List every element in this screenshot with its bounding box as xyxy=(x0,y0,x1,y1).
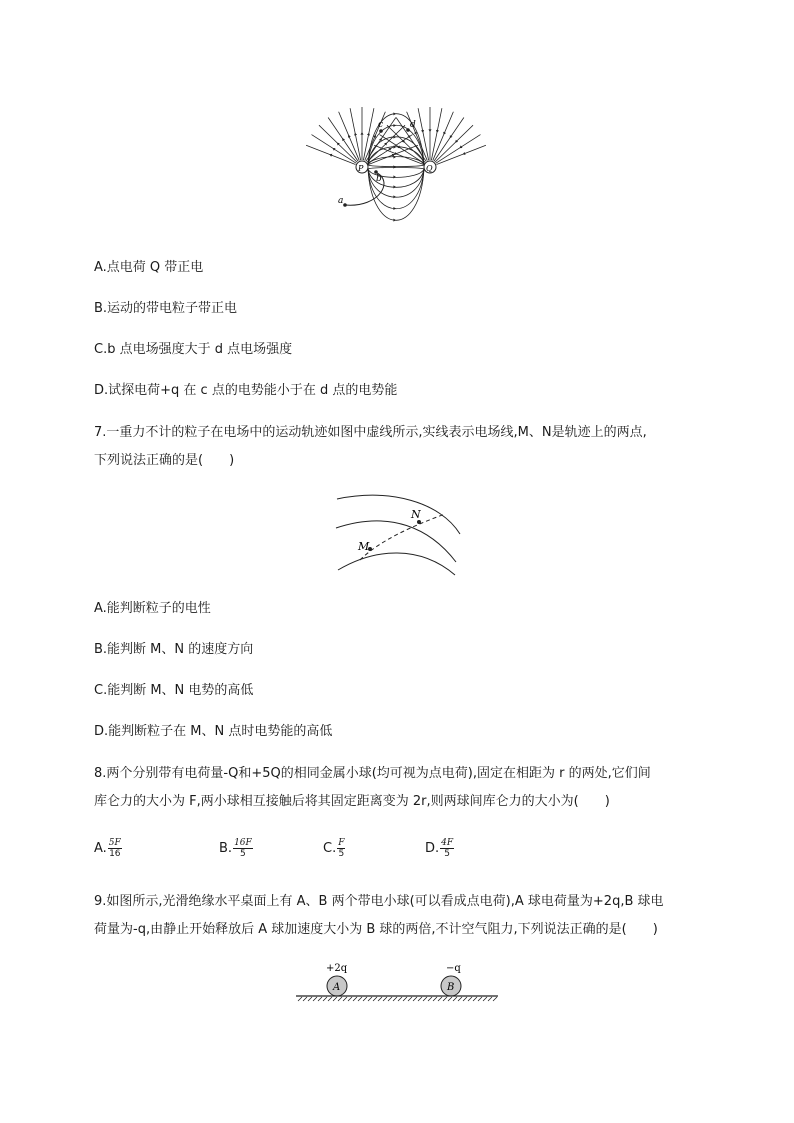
q7-option-d: D.能判断粒子在 M、N 点时电势能的高低 xyxy=(94,724,333,739)
q8-option-d-letter: D. xyxy=(425,841,440,856)
q8-option-b xyxy=(219,838,253,859)
q9-stem-line1: 9.如图所示,光滑绝缘水平桌面上有 A、B 两个带电小球(可以看成点电荷),A 球电荷量为+2q,B 球电 xyxy=(94,894,664,909)
field-line-connect xyxy=(368,168,424,170)
q7-stem-line2: 下列说法正确的是( ) xyxy=(94,453,235,468)
q8-option-a-fraction xyxy=(108,838,122,859)
field-arrow xyxy=(354,133,357,136)
charge-label-a: +2q xyxy=(326,963,348,974)
field-line-connect xyxy=(368,147,424,165)
q8-option-a xyxy=(94,838,122,859)
q9-stem-line2: 荷量为-q,由静止开始释放后 A 球加速度大小为 B 球的两倍,不计空气阻力,下列说法正确的是( ) xyxy=(94,922,658,937)
label-c: c xyxy=(378,120,384,130)
label-d: d xyxy=(410,120,416,130)
field-arrow xyxy=(393,195,396,198)
ball-b-label: B xyxy=(447,982,455,993)
q8-option-b-num: 16F xyxy=(234,838,252,848)
field-arrow xyxy=(421,130,424,133)
q7-option-a: A.能判断粒子的电性 xyxy=(94,601,211,616)
field-line-q-outer xyxy=(437,145,486,164)
field-line-q-outer xyxy=(435,125,473,162)
q6-option-c: C.b 点电场强度大于 d 点电场强度 xyxy=(94,342,293,357)
field-arrow xyxy=(393,136,396,139)
q8-option-d-fraction xyxy=(440,838,454,859)
label-m: M xyxy=(358,540,370,553)
label-n: N xyxy=(411,508,421,521)
q8-option-d-den: 5 xyxy=(444,849,451,859)
table-hatching xyxy=(298,997,497,1001)
trajectory-figure xyxy=(336,495,460,575)
field-arrow xyxy=(393,112,396,115)
q8-stem-line1: 8.两个分别带有电荷量-Q和+5Q的相同金属小球(均可视为点电荷),固定在相距为 r 的两处,它们间 xyxy=(94,766,651,781)
ball-a-label: A xyxy=(333,982,341,993)
label-a: a xyxy=(338,196,344,206)
field-line-connect xyxy=(368,165,424,167)
q6-option-d: D.试探电荷+q 在 c 点的电势能小于在 d 点的电势能 xyxy=(94,383,398,398)
field-arrow xyxy=(393,155,396,158)
q8-option-c-fraction xyxy=(337,838,345,859)
q6-option-a: A.点电荷 Q 带正电 xyxy=(94,260,204,275)
field-arrow xyxy=(393,165,396,168)
q8-option-a-letter: A. xyxy=(94,841,107,856)
q8-option-c-letter: C. xyxy=(323,841,337,856)
q8-option-b-letter: B. xyxy=(219,841,233,856)
field-arrow xyxy=(393,207,396,210)
q6-option-b: B.运动的带电粒子带正电 xyxy=(94,301,238,316)
field-arrow xyxy=(393,185,396,188)
q8-option-c xyxy=(323,838,345,859)
q7-option-c: C.能判断 M、N 电势的高低 xyxy=(94,683,254,698)
q8-option-b-den: 5 xyxy=(240,849,246,859)
q8-option-a-num: 5F xyxy=(108,838,121,848)
q7-stem-line1: 7.一重力不计的粒子在电场中的运动轨迹如图中虚线所示,实线表示电场线,M、N是轨迹上的两点, xyxy=(94,425,647,440)
point-a xyxy=(343,203,347,207)
field-arrow xyxy=(393,219,396,222)
q8-stem-line2: 库仑力的大小为 F,两小球相互接触后将其固定距离变为 2r,则两球间库仑力的大小为( ) xyxy=(94,794,610,809)
label-q: Q xyxy=(426,164,433,173)
field-arrow xyxy=(360,132,363,135)
label-p: P xyxy=(358,164,364,173)
field-arrow xyxy=(393,175,396,178)
field-arrow xyxy=(393,124,396,127)
field-line-1 xyxy=(337,495,460,534)
field-arrow xyxy=(367,133,370,136)
field-line-2 xyxy=(336,521,456,562)
field-arrow xyxy=(428,129,431,132)
label-b: b xyxy=(376,174,382,184)
q8-option-c-num: F xyxy=(338,838,345,848)
q8-option-d-num: 4F xyxy=(441,838,454,848)
q8-option-d xyxy=(425,838,454,859)
charge-label-b: −q xyxy=(446,963,461,974)
field-line-connect xyxy=(368,137,424,165)
field-arrow xyxy=(436,130,439,133)
q8-option-c-den: 5 xyxy=(338,849,345,859)
q7-option-b: B.能判断 M、N 的速度方向 xyxy=(94,642,254,657)
q8-option-a-den: 16 xyxy=(109,849,121,859)
field-line-3 xyxy=(338,553,455,575)
q8-option-b-fraction xyxy=(233,838,253,859)
